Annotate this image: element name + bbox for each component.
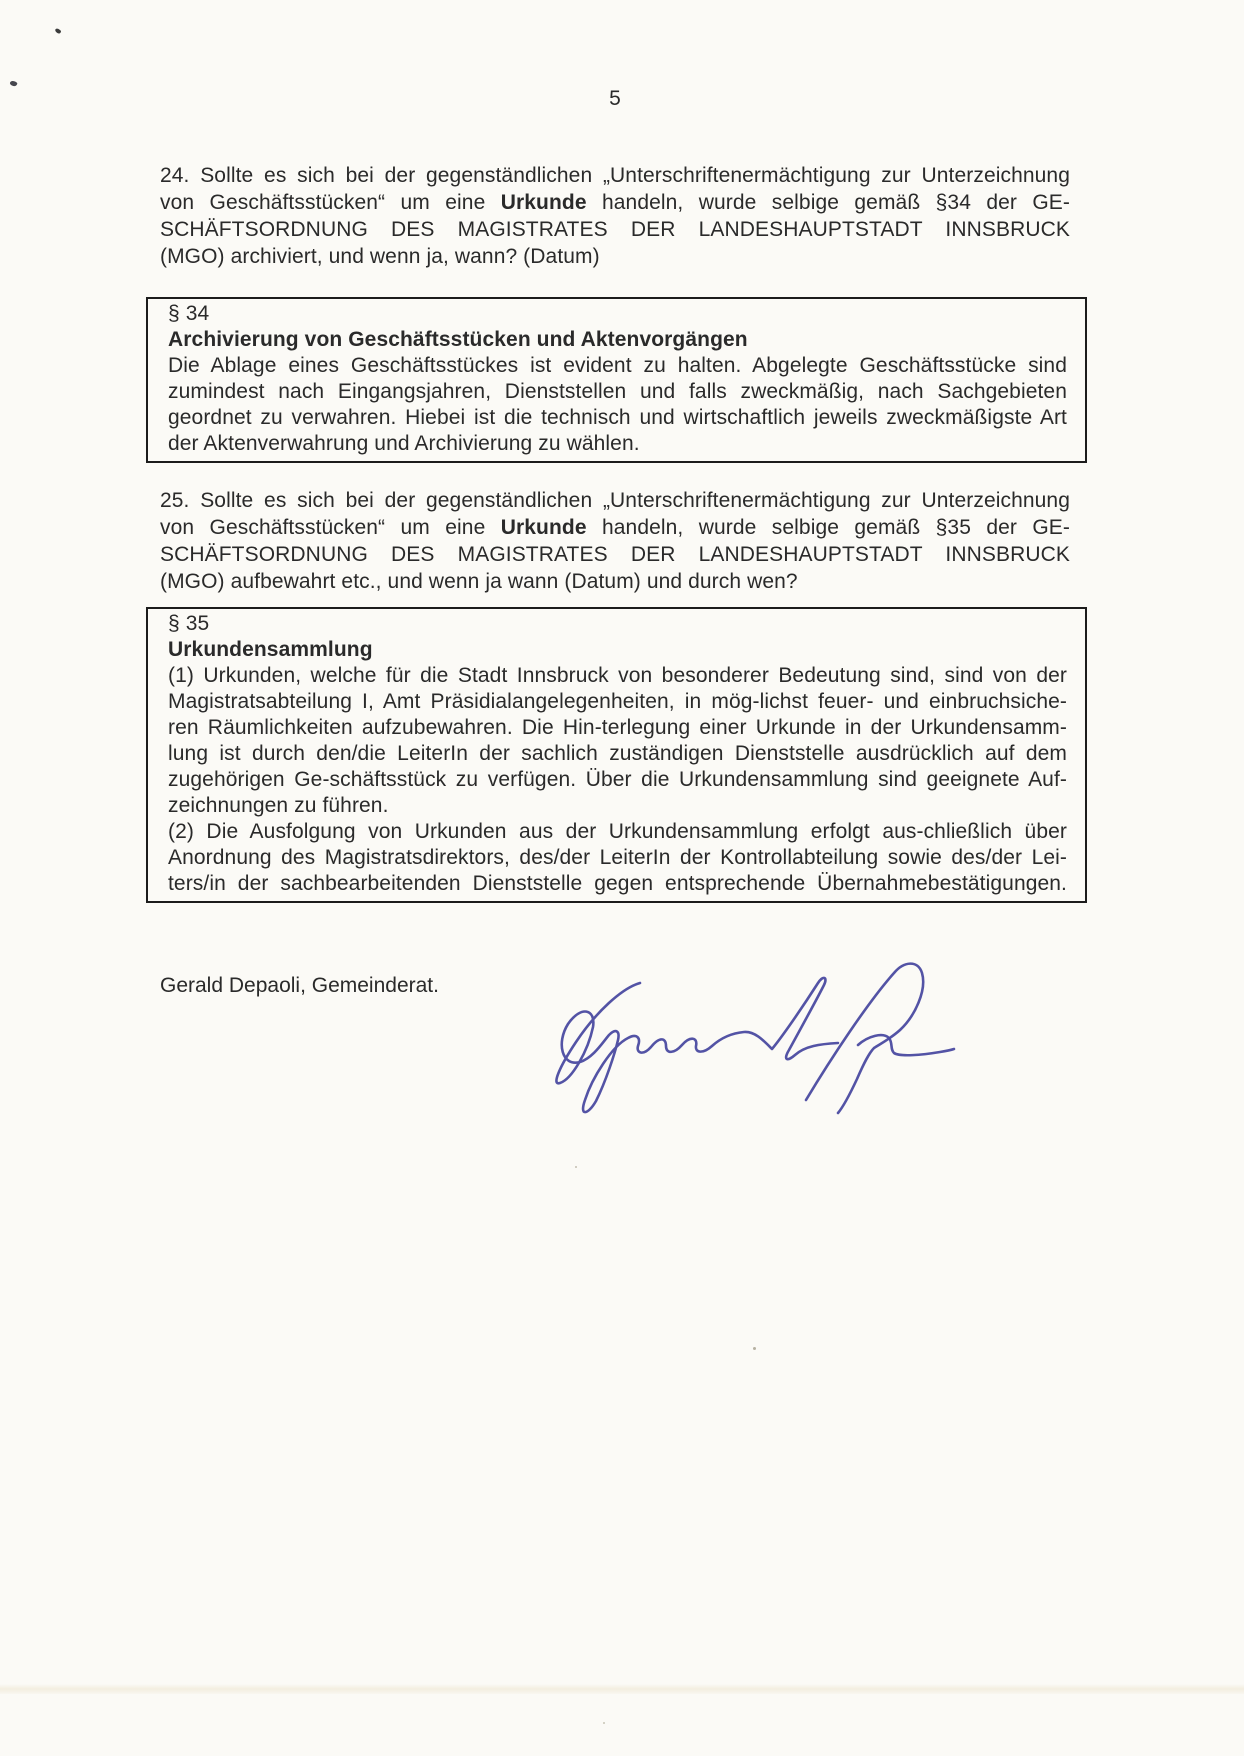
scan-speck [575, 1166, 577, 1168]
text-line: (MGO) archiviert, und wenn ja, wann? (Datum) [160, 245, 600, 268]
statute-35-title: Urkundensammlung [168, 638, 373, 661]
statute-34-title: Archivierung von Geschäftsstücken und Aktenvorgängen [168, 328, 748, 351]
text-line: geordnet zu verwahren. Hiebei ist die technisch und wirtschaftlich jeweils zweckmäßigste Art [168, 406, 1067, 429]
question-25 [146, 487, 1087, 595]
statute-35-heading: § 35 [168, 612, 210, 635]
signature-stroke-left [556, 978, 838, 1112]
text-line: Magistratsabteilung I, Amt Präsidialangelegenheiten, in mög-lichst feuer- und einbruchsiche- [168, 690, 1067, 713]
handwritten-signature [540, 950, 980, 1130]
text-line: von Geschäftsstücken“ um eine Urkunde handeln, wurde selbige gemäß §34 der GE- [160, 191, 1070, 214]
scan-artifact-band [0, 1684, 1244, 1694]
text-line: (1) Urkunden, welche für die Stadt Innsbruck von besonderer Bedeutung sind, sind von der [168, 664, 1067, 687]
text-line: zumindest nach Eingangsjahren, Dienststellen und falls zweckmäßig, nach Sachgebieten [168, 380, 1067, 403]
text-line: von Geschäftsstücken“ um eine Urkunde handeln, wurde selbige gemäß §35 der GE- [160, 516, 1070, 539]
statute-34-body [168, 353, 1067, 457]
text-line: zeichnungen zu führen. [168, 794, 389, 817]
text-line: Die Ablage eines Geschäftsstückes ist evident zu halten. Abgelegte Geschäftsstücke sind [168, 354, 1067, 377]
question-24 [146, 162, 1087, 270]
text-line: Anordnung des Magistratsdirektors, des/der LeiterIn der Kontrollabteilung sowie des/der Lei- [168, 846, 1067, 869]
text-line: (MGO) aufbewahrt etc., und wenn ja wann (Datum) und durch wen? [160, 570, 798, 593]
text-line: ren Räumlichkeiten aufzubewahren. Die Hin-terlegung einer Urkunde in der Urkundensamm- [168, 716, 1067, 739]
text-line: der Aktenverwahrung und Archivierung zu wählen. [168, 432, 640, 455]
signature-stroke-tail [858, 1035, 954, 1055]
scan-speck [753, 1347, 756, 1350]
text-line: 24. Sollte es sich bei der gegenständlichen „Unterschriftenermächtigung zur Unterzeichnung [160, 164, 1070, 187]
signer-name: Gerald Depaoli, Gemeinderat. [160, 974, 439, 997]
statute-box-35 [146, 607, 1087, 903]
scan-speck [603, 1722, 605, 1724]
text-line: SCHÄFTSORDNUNG DES MAGISTRATES DER LANDESHAUPTSTADT INNSBRUCK [160, 543, 1070, 566]
statute-35-body [168, 663, 1067, 897]
text-line: ters/in der sachbearbeitenden Dienststelle gegen entsprechende Übernahmebestätigungen. [168, 872, 1067, 895]
text-line: SCHÄFTSORDNUNG DES MAGISTRATES DER LANDESHAUPTSTADT INNSBRUCK [160, 218, 1070, 241]
text-line: zugehörigen Ge-schäftsstück zu verfügen. Über die Urkundensammlung sind geeignete Auf- [168, 768, 1067, 791]
scan-speck [54, 28, 61, 35]
statute-box-34 [146, 297, 1087, 463]
page-number: 5 [609, 87, 621, 110]
text-line: (2) Die Ausfolgung von Urkunden aus der Urkundensammlung erfolgt aus-chließlich über [168, 820, 1067, 843]
text-line: 25. Sollte es sich bei der gegenständlichen „Unterschriftenermächtigung zur Unterzeichnung [160, 489, 1070, 512]
text-line: lung ist durch den/die LeiterIn der sachlich zuständigen Dienststelle ausdrücklich auf dem [168, 742, 1067, 765]
statute-34-heading: § 34 [168, 302, 210, 325]
